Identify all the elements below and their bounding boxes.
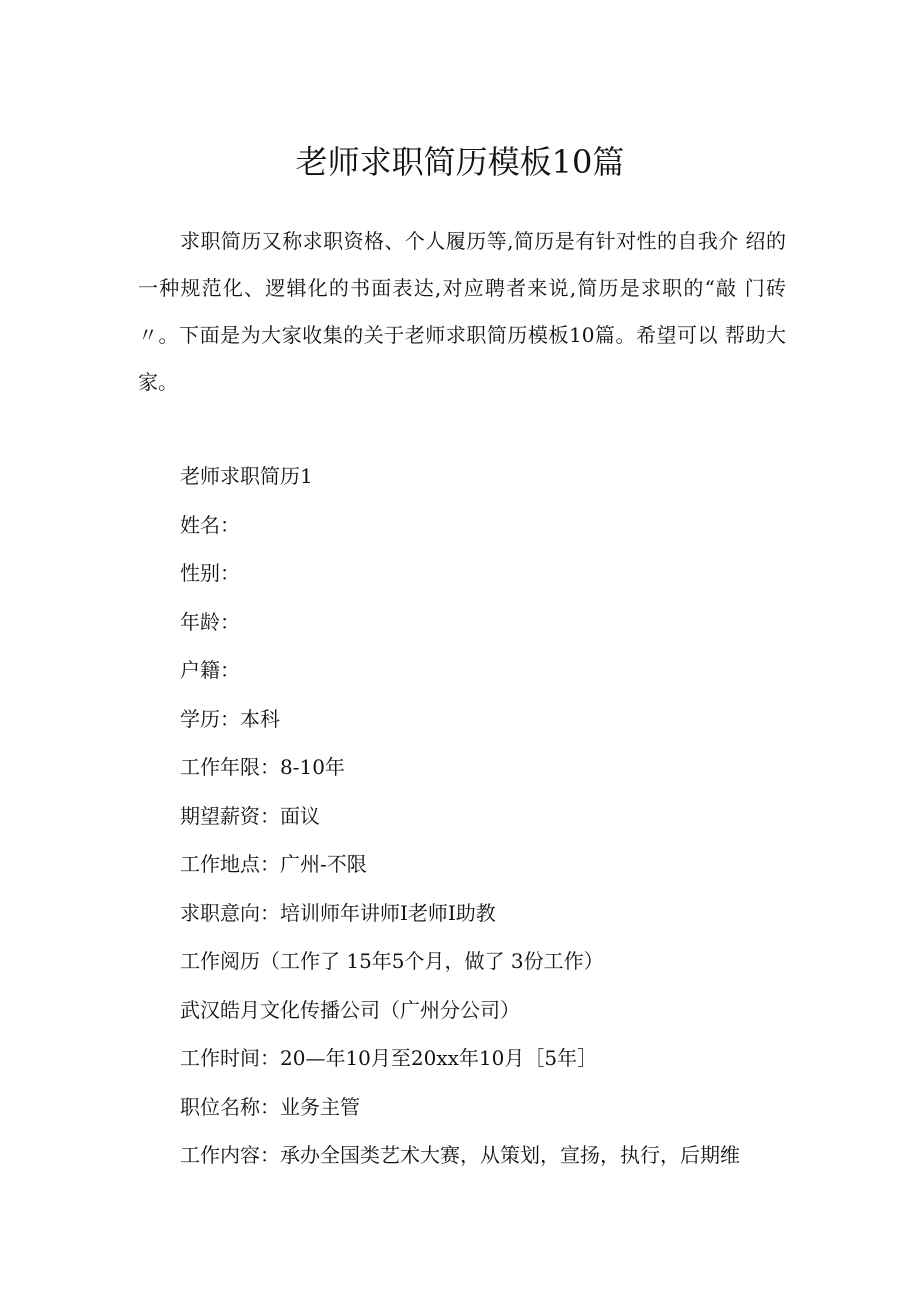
field-work-years: 工作年限：8-10年 <box>180 755 345 779</box>
field-work-experience: 工作阅历（工作了 15年5个月，做了 3份工作） <box>180 949 604 973</box>
field-education: 学历：本科 <box>180 706 280 731</box>
field-company: 武汉皓月文化传播公司（广州分公司） <box>180 997 520 1022</box>
field-gender: 性别： <box>180 561 240 585</box>
intro-paragraph: 求职简历又称求职资格、个人履历等,简历是有针对性的自我介 绍的一种规范化、逻辑化的书面表达,对应聘者来说,简历是求职的“敲 门砖〃。下面是为大家收集的关于老师求职简历模板10篇。希望可以 帮助大家。 <box>138 229 786 394</box>
field-age: 年龄： <box>180 609 240 634</box>
resume-lines <box>180 452 800 1180</box>
field-job-intention: 求职意向：培训师年讲师I老师I助教 <box>180 900 496 925</box>
field-job-content: 工作内容：承办全国类艺术大赛，从策划，宣扬，执行，后期维 <box>180 1143 740 1167</box>
field-name: 姓名： <box>180 512 240 537</box>
field-household-registration: 户籍： <box>180 658 240 682</box>
field-expected-salary: 期望薪资：面议 <box>180 803 320 828</box>
resume-heading: 老师求职简历1 <box>180 464 313 488</box>
field-position: 职位名称：业务主管 <box>180 1094 360 1119</box>
field-work-period: 工作时间：20—年10月至20xx年10月［5年］ <box>180 1046 598 1070</box>
field-work-location: 工作地点：广州-不限 <box>180 852 367 876</box>
document-title: 老师求职简历模板10篇 <box>295 143 625 181</box>
